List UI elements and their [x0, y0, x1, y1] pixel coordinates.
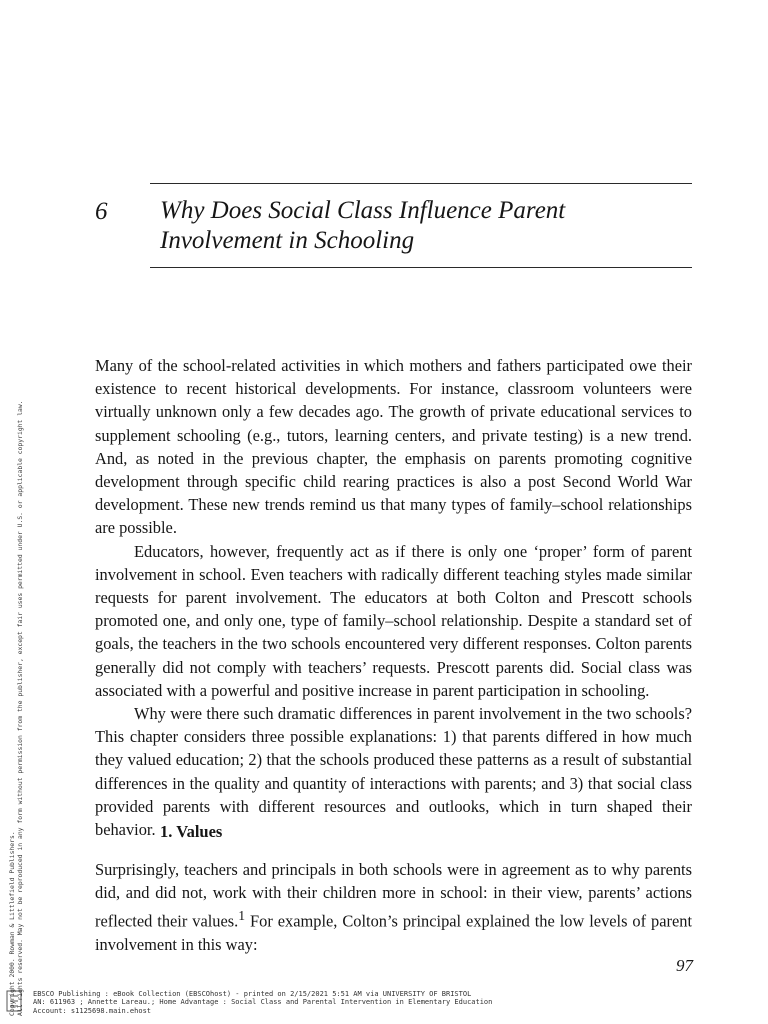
intro-paragraph-2: Educators, however, frequently act as if there is only one ‘proper’ form of parent involvement in school. Even teachers with radically different teaching styles made similar requests for parent involvement. The educators at both Colton and Prescott schools promoted one, and only one, type of family–school relationship. Despite a standard set of goals, the teachers in the two schools encountered very different responses. Colton parents generally did not comply with teachers’ requests. Prescott parents did. Social class was associated with a powerful and positive increase in parent participation in schooling.	[95, 541, 692, 700]
values-paragraph	[95, 858, 692, 956]
values-section-body	[95, 858, 692, 956]
values-text-before-note: Surprisingly, teachers and principals in both schools were in agreement as to why parents did, and did not, work with their children more in school: in their view, parents’ actions reflected their values.	[95, 860, 692, 931]
values-text-after-note: For example, Colton’s principal explained the low levels of parent involvement in this way:	[95, 911, 692, 955]
chapter-number: 6	[95, 198, 108, 225]
chapter-rule-top	[150, 183, 692, 184]
intro-paragraph-1: Many of the school-related activities in which mothers and fathers participated owe their existence to recent historical developments. For instance, classroom volunteers were virtually unknown only a few decades ago. The growth of private educational services to supplement schooling (e.g., tutors, learning centers, and private testing) is a new trend. And, as noted in the previous chapter, the emphasis on parents promoting cognitive development through specific child rearing practices is also a post Second World War development. These new trends remind us that many types of family–school relationships are possible.	[95, 356, 692, 538]
page-number: 97	[676, 956, 693, 975]
chapter-title-line-1: Why Does Social Class Influence Parent	[160, 197, 566, 224]
chapter-rule-bottom	[150, 267, 692, 268]
footer-line-1: EBSCO Publishing : eBook Collection (EBSCOhost) - printed on 2/15/2021 5:51 AM via UNIVERSITY OF BRISTOL	[33, 990, 472, 998]
footer-line-3: Account: s1125698.main.ehost	[33, 1006, 152, 1015]
chapter-title-line-2: Involvement in Schooling	[160, 227, 415, 254]
footer-line-2: AN: 611963 ; Annette Lareau.; Home Advantage : Social Class and Parental Intervention in Elementary Education	[33, 998, 493, 1007]
copyright-sidebar	[8, 316, 24, 1016]
chapter-title	[160, 196, 680, 256]
intro-paragraph-3: Why were there such dramatic differences in parent involvement in the two schools? This chapter considers three possible explanations: 1) that parents differed in how much they valued education; 2) that the schools produced these patterns as a result of substantial differences in the quality and quantity of interactions with parents; and 3) that social class provided parents with different resources and outlooks, which in turn shaped their behavior.	[95, 704, 692, 840]
copyright-line-1: Copyright 2000. Rowman & Littlefield Publishers.	[8, 831, 16, 1016]
chapter-intro	[95, 354, 692, 841]
footnote-marker[interactable]: 1	[238, 908, 246, 924]
ebsco-footer	[33, 990, 492, 1015]
copyright-line-2: All rights reserved. May not be reproduced in any form without permission from the publisher, except fair uses permitted under U.S. or applicable copyright law.	[16, 400, 24, 1016]
section-heading-values: 1. Values	[160, 822, 223, 841]
